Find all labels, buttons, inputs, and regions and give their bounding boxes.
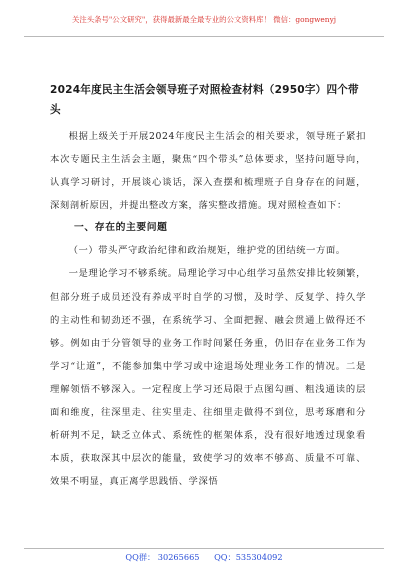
document-title: 2024年度民主生活会领导班子对照检查材料（2950字）四个带头: [50, 84, 359, 116]
section-heading: 一、存在的主要问题: [74, 222, 168, 234]
document-page: [50, 50, 366, 493]
page-header-banner: 关注头条号"公文研究"，获得最新最全最专业的公文资料库！ 微信：gongwenyj: [24, 10, 384, 37]
footer-qq: QQ：535304092: [214, 552, 283, 562]
footer-qq-group: QQ群： 30265665: [125, 552, 200, 562]
subsection-heading: （一）带头严守政治纪律和政治规矩，维护党的团结统一方面。: [68, 245, 346, 257]
intro-paragraph: 根据上级关于开展2024年度民主生活会的相关要求，领导班子紧扣本次专题民主生活会主题，聚焦“四个带头”总体要求，坚持问题导向，认真学习研讨，开展谈心谈话，深入查摆和梳理班子自身存在的问题，深刻剖析原因，并提出整改方案，落实整改措施。现对照检查如下：: [50, 131, 366, 212]
body-paragraph: 一是理论学习不够系统。局理论学习中心组学习虽然安排比较频繁，但部分班子成员还没有养成平时自学的习惯，及时学、反复学、持久学的主动性和韧劲还不强，在系统学习、全面把握、融会贯通上做得还不够。例如由于分管领导的业务工作时间紧任务重，仍旧存在业务工作为学习“让道”，不能参加集中学习或中途退场处理业务工作的情况。二是理解领悟不够深入。一定程度上学习还局限于点图勾画、粗浅通读的层面和维度，往深里走、往实里走、往细里走做得不到位，思考琢磨和分析研判不足，缺乏立体式、系统性的框架体系，没有很好地透过现象看本质，获取深其中层次的能量，致使学习的效率不够高、质量不可靠、效果不明显，真正离学思践悟、学深悟: [50, 268, 366, 488]
page-footer: [24, 548, 384, 563]
